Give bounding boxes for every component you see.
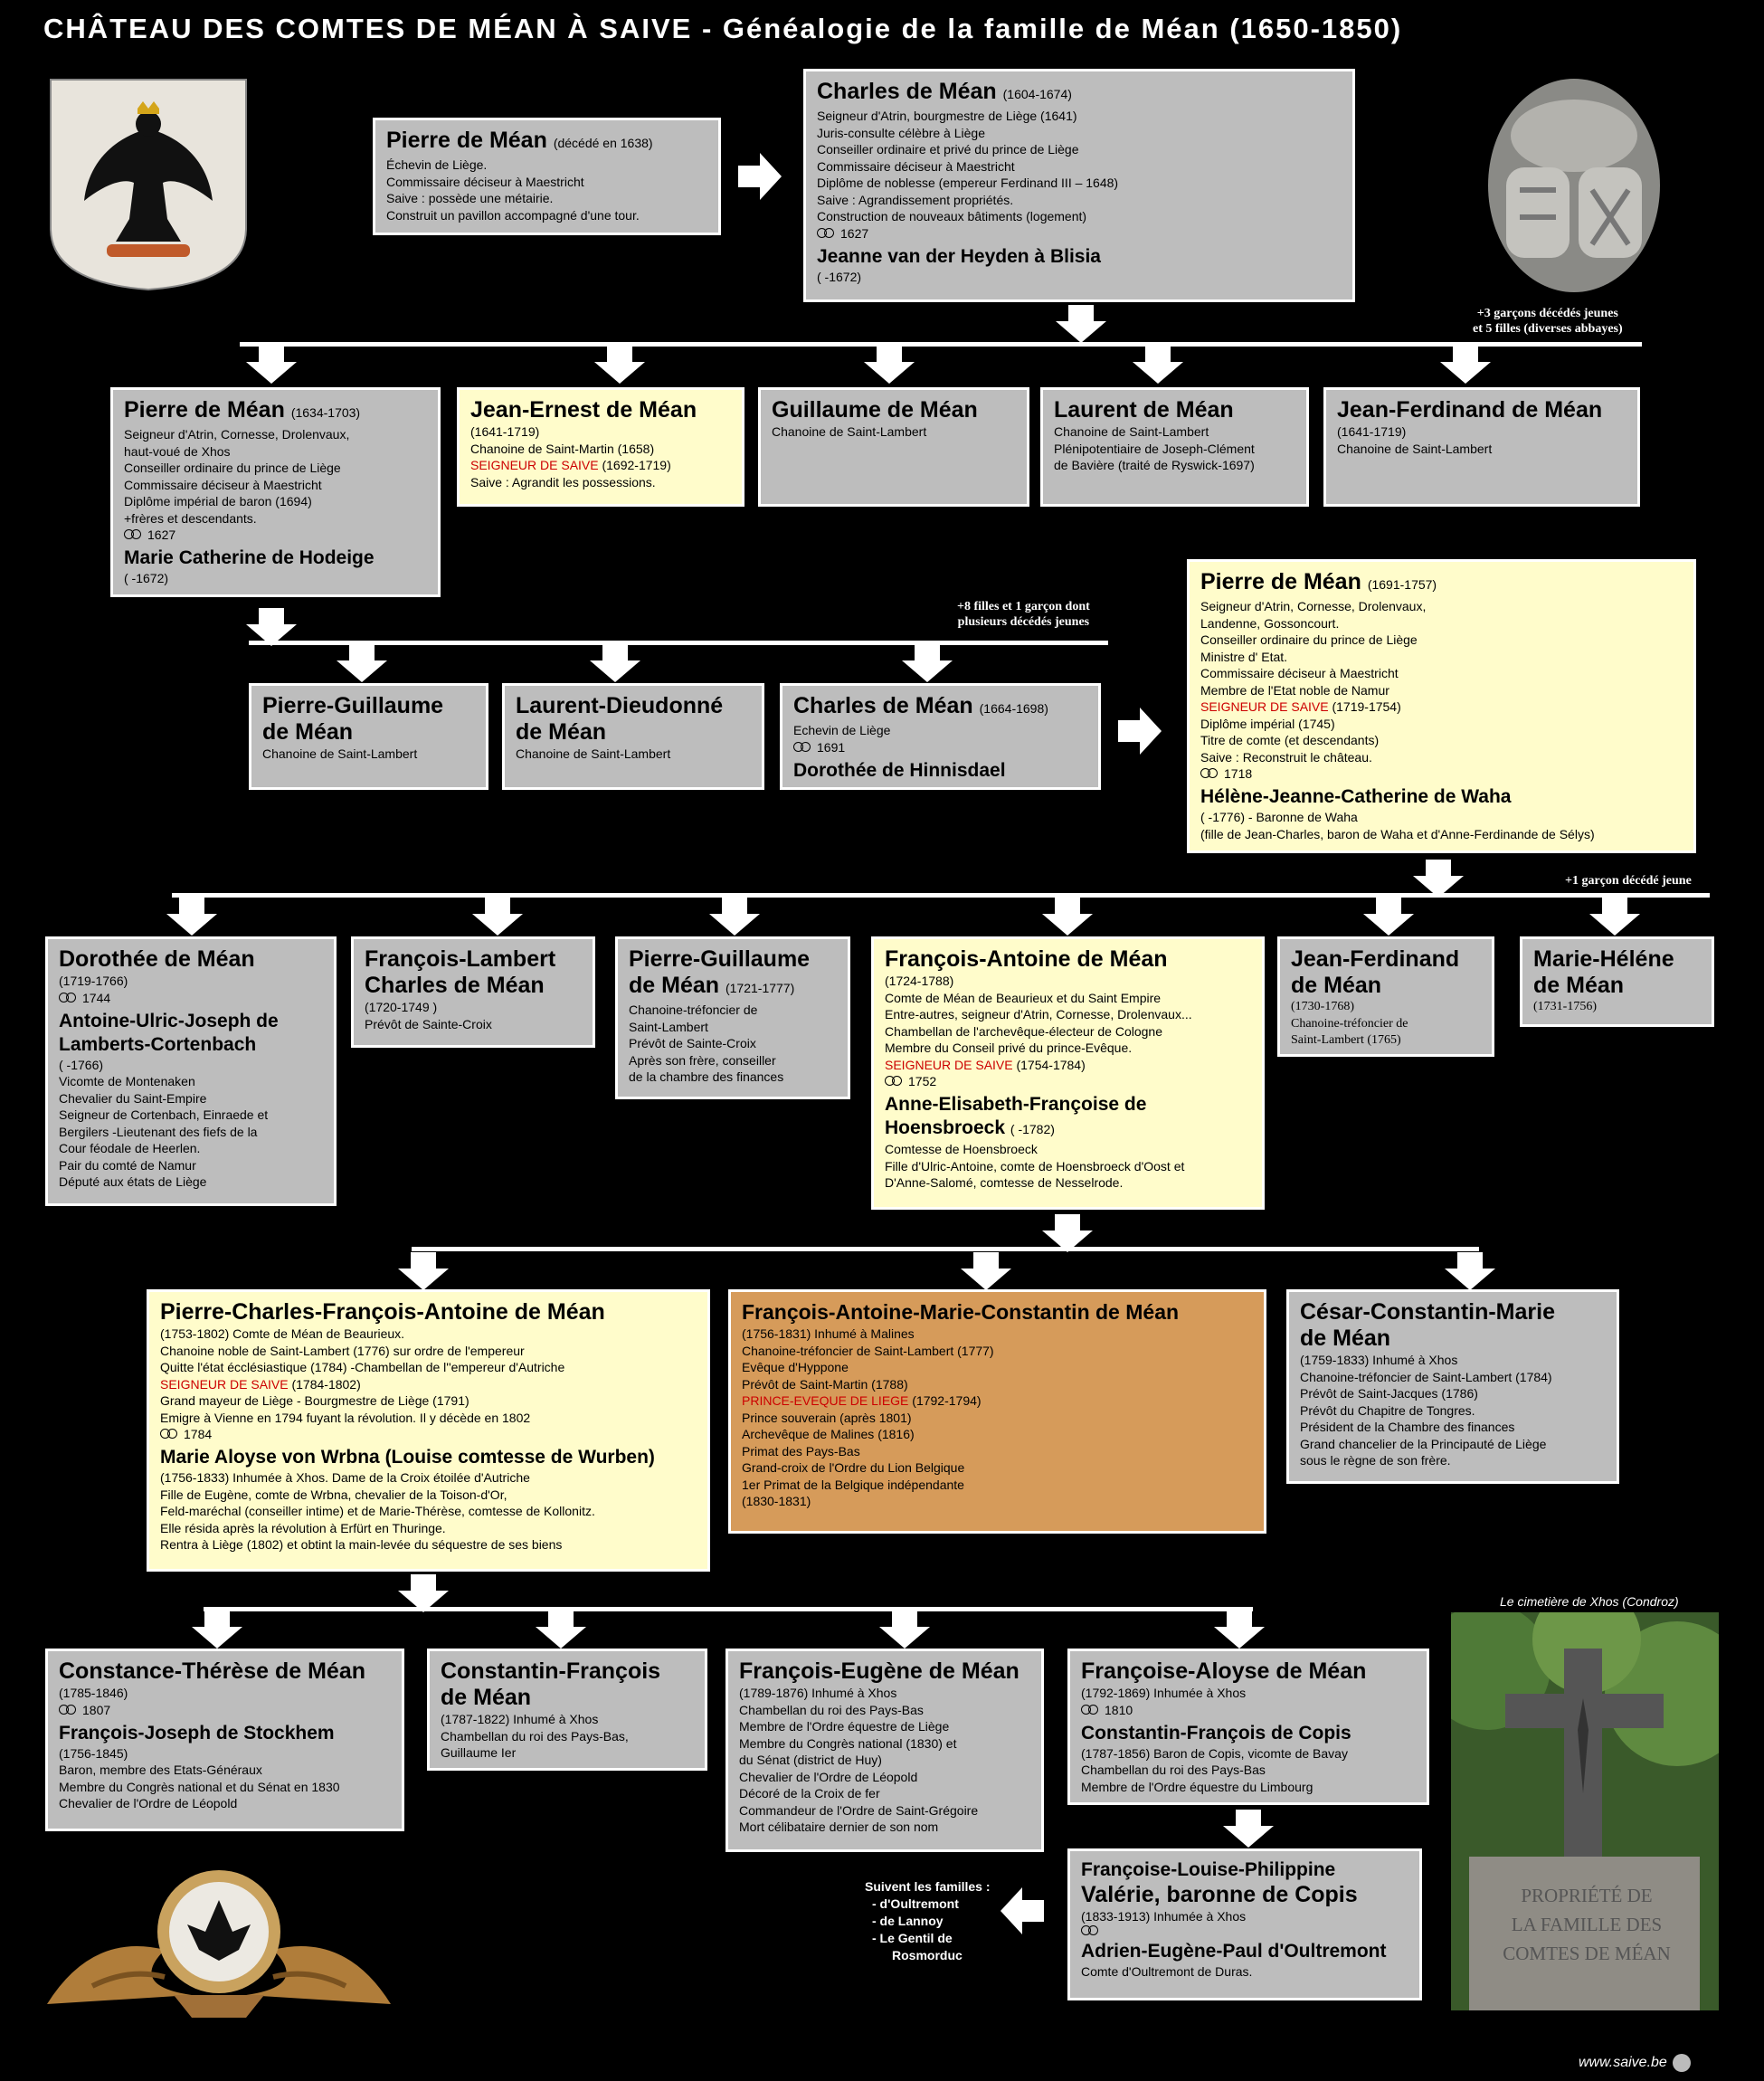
arrow-down [594, 346, 645, 384]
line: Prévôt de Sainte-Croix [365, 1016, 492, 1031]
spouse-name: Jeanne van der Heyden à Blisia [817, 245, 1101, 267]
line: Grand-croix de l'Ordre du Lion Belgique [742, 1460, 965, 1475]
arrow-down [246, 346, 297, 384]
line: Membre de l'Ordre équestre de Liège [739, 1719, 950, 1734]
spouse-name: Adrien-Eugène-Paul d'Oultremont [1081, 1940, 1387, 1962]
line: +frères et descendants. [124, 510, 257, 526]
person-marie-helene [1520, 936, 1714, 1027]
arrow-down [961, 1252, 1011, 1290]
name: Dorothée de Méan [59, 946, 255, 972]
grave-text-3: COMTES DE MÉAN [1503, 1943, 1671, 1964]
person-francois-antoine [871, 936, 1265, 1210]
line: Chanoine de Saint-Lambert [516, 746, 671, 761]
spouse-line: ( -1776) - Baronne de Waha [1200, 810, 1358, 824]
line: Prévôt de Saint-Jacques (1786) [1300, 1386, 1478, 1401]
line: Chambellan de l'archevêque-électeur de Cologne [885, 1023, 1162, 1039]
line: Quitte l'état écclésiastique (1784) -Chambellan de l''empereur d'Autriche [160, 1360, 565, 1374]
branch-line [412, 1247, 1479, 1251]
name: Pierre de Méan [1200, 569, 1361, 594]
marriage-year: 1627 [840, 225, 869, 241]
line: Chanoine de Saint-Martin (1658) [470, 441, 655, 456]
person-pierre-charles [147, 1289, 710, 1572]
line: Ministre d' Etat. [1200, 649, 1288, 664]
seigneur-dates: (1754-1784) [1016, 1057, 1086, 1072]
note-gen3-line2: plusieurs décédés jeunes [957, 615, 1090, 629]
marriage-year: 1810 [1105, 1702, 1133, 1717]
person-prince-eveque [728, 1289, 1266, 1534]
spouse-line: Elle résida après la révolution à Erfürt en Thuringe. [160, 1520, 446, 1535]
line: Chanoine de Saint-Lambert [772, 424, 927, 439]
arrow-down [1413, 860, 1464, 898]
line: Saint-Lambert [629, 1019, 708, 1034]
spouse-name-line-1: Anne-Elisabeth-Françoise de [885, 1094, 1147, 1115]
spouse-line: Fille d'Ulric-Antoine, comte de Hoensbroeck d'Oost et [885, 1158, 1185, 1174]
line: Saint-Lambert (1765) [1291, 1033, 1401, 1047]
branch-line [240, 342, 1642, 347]
line: Commissaire déciseur à Maestricht [386, 174, 584, 189]
line: Echevin de Liège [793, 723, 891, 737]
arrow-down [1056, 305, 1106, 343]
line: Chambellan du roi des Pays-Bas, [441, 1728, 629, 1744]
name: Constance-Thérèse de Méan [59, 1658, 365, 1684]
marriage-rings-icon [124, 529, 144, 540]
spouse-line: D'Anne-Salomé, comtesse de Nesselrode. [885, 1175, 1124, 1190]
person-pierre-1638 [373, 118, 721, 235]
dates: (1664-1698) [979, 701, 1048, 716]
dates: (1641-1719) [470, 424, 540, 439]
marriage-year: 1627 [147, 527, 176, 542]
line: Construction de nouveaux bâtiments (logement) [817, 209, 1087, 223]
arrow-down [1589, 898, 1640, 936]
name-line-2: de Méan [629, 973, 720, 998]
line: Construit un pavillon accompagné d'une tour. [386, 207, 640, 223]
marriage-year: 1691 [817, 739, 846, 755]
dates: (1691-1757) [1367, 577, 1437, 592]
line: Vicomte de Montenaken [59, 1074, 195, 1088]
spouse-dates: ( -1672) [124, 571, 169, 585]
line: Saive : Reconstruit le château. [1200, 749, 1372, 765]
branch-line [249, 641, 1108, 645]
line: 1er Primat de la Belgique indépendante [742, 1477, 964, 1492]
line: Titre de comte (et descendants) [1200, 733, 1380, 747]
marriage-rings-icon [817, 228, 837, 239]
arrow-down [192, 1611, 242, 1649]
line: Chanoine noble de Saint-Lambert (1776) sur ordre de l'empereur [160, 1343, 525, 1358]
arrow-down [166, 898, 217, 936]
person-constance [45, 1649, 404, 1831]
arrow-down [709, 898, 760, 936]
name-line-1: Pierre-Guillaume [629, 946, 811, 972]
cemetery-cross-image [1451, 1612, 1719, 2010]
spouse-name: François-Joseph de Stockhem [59, 1722, 335, 1744]
branch-line [204, 1607, 1253, 1611]
name: François-Eugène de Méan [739, 1658, 1020, 1684]
page-title: CHÂTEAU DES COMTES DE MÉAN À SAIVE - Généalogie de la famille de Méan (1650-1850) [43, 13, 1403, 44]
seigneur-title: SEIGNEUR DE SAIVE [885, 1057, 1013, 1072]
arrow-down [398, 1252, 449, 1290]
person-francoise-louise [1067, 1848, 1422, 2000]
spouse-line: Feld-maréchal (conseiller intime) et de Marie-Thérèse, comtesse de Kollonitz. [160, 1504, 595, 1518]
arrow-right [738, 153, 782, 200]
seigneur-dates: (1692-1719) [602, 458, 671, 472]
line: Membre du Conseil privé du prince-Evêque. [885, 1040, 1133, 1055]
line: Chanoine de Saint-Lambert [1337, 441, 1493, 456]
note-gen2-line2: et 5 filles (diverses abbayes) [1473, 322, 1623, 336]
line: haut-voué de Xhos [124, 443, 231, 459]
name-line-1: Marie-Héléne [1533, 946, 1674, 972]
line: (1830-1831) [742, 1494, 811, 1508]
arrow-down [1042, 898, 1093, 936]
marriage-rings-icon [1081, 1705, 1101, 1715]
grave-text-2: LA FAMILLE DES [1511, 1914, 1663, 1935]
name: François-Lambert Charles de Méan [365, 946, 556, 998]
line: Commandeur de l'Ordre de Saint-Grégoire [739, 1802, 979, 1818]
marriage-rings-icon [160, 1429, 180, 1440]
person-francoise-aloyse [1067, 1649, 1429, 1805]
spouse-line: Membre de l'Ordre équestre du Limbourg [1081, 1779, 1314, 1794]
line: Membre du Congrès national et du Sénat en 1830 [59, 1779, 340, 1794]
family-item: - de Lannoy [872, 1914, 944, 1928]
line: Grand chancelier de la Principauté de Liège [1300, 1436, 1547, 1451]
line: Saive : possède une métairie. [386, 191, 554, 205]
arrow-down [1440, 346, 1491, 384]
spouse-dates: (1756-1845) [59, 1745, 128, 1761]
branch-line [172, 893, 1710, 898]
name-line-2: de Méan [516, 719, 607, 745]
name-line-2: de Méan [441, 1685, 532, 1710]
line: Cour féodale de Heerlen. [59, 1141, 201, 1155]
line: Conseiller ordinaire du prince de Liège [124, 461, 341, 475]
family-item: Rosmorduc [892, 1948, 963, 1962]
line: Seigneur d'Atrin, Cornesse, Drolenvaux, [124, 427, 350, 442]
prince-dates: (1792-1794) [912, 1393, 982, 1408]
line: Entre-autres, seigneur d'Atrin, Cornesse, Drolenvaux... [885, 1007, 1192, 1021]
marriage-rings-icon [1081, 1925, 1101, 1936]
dates: (1634-1703) [290, 405, 361, 420]
line: (1787-1822) Inhumé à Xhos [441, 1712, 599, 1726]
line: du Sénat (district de Huy) [739, 1753, 882, 1767]
line: Chanoine de Saint-Lambert [1054, 424, 1209, 439]
arrow-down [864, 346, 915, 384]
line: Après son frère, conseiller [629, 1052, 776, 1068]
stone-arms-image [1484, 72, 1664, 299]
line: Mort célibataire dernier de son nom [739, 1820, 939, 1834]
spouse-line: Rentra à Liège (1802) et obtint la main-levée du séquestre de ses biens [160, 1537, 563, 1552]
line: Diplôme de noblesse (empereur Ferdinand III – 1648) [817, 176, 1119, 190]
arrow-left [1001, 1887, 1044, 1934]
name: François-Antoine de Méan [885, 946, 1168, 972]
line: Saive : Agrandit les possessions. [470, 474, 656, 489]
person-charles-1664 [780, 683, 1101, 790]
dates: (1724-1788) [885, 974, 954, 988]
person-constantin-francois [427, 1649, 707, 1771]
person-jean-ernest [457, 387, 744, 507]
name-line-1: Constantin-François [441, 1658, 661, 1684]
line: (1641-1719) [1337, 424, 1407, 439]
line: Seigneur de Cortenbach, Einraede et [59, 1107, 269, 1122]
site-logo-icon [1673, 2054, 1691, 2072]
dates: (1604-1674) [1002, 87, 1072, 101]
seigneur-dates: (1784-1802) [291, 1376, 361, 1392]
line: Membre du Congrès national (1830) et [739, 1735, 957, 1751]
line: Chanoine-tréfoncier de Saint-Lambert (1777) [742, 1343, 994, 1358]
dates: (décédé en 1638) [553, 136, 653, 150]
website-text: www.saive.be [1579, 2055, 1667, 2070]
person-pierre-guillaume-1 [249, 683, 488, 790]
spouse-dates: ( -1766) [59, 1057, 104, 1072]
name-line-2: Valérie, baronne de Copis [1081, 1882, 1358, 1907]
arrow-down [1214, 1611, 1265, 1649]
person-guillaume [758, 387, 1029, 507]
seigneur-title: SEIGNEUR DE SAIVE [1200, 699, 1329, 714]
name: Charles de Méan [817, 79, 997, 104]
line: Chambellan du roi des Pays-Bas [739, 1702, 924, 1717]
line: (1753-1802) Comte de Méan de Beaurieux. [160, 1326, 405, 1341]
line: Député aux états de Liège [59, 1174, 207, 1189]
following-families-intro: Suivent les familles : [865, 1879, 991, 1894]
line: Diplôme impérial (1745) [1200, 716, 1335, 731]
line: sous le règne de son frère. [1300, 1453, 1451, 1468]
line: Prince souverain (après 1801) [742, 1410, 912, 1425]
line: Archevêque de Malines (1816) [742, 1427, 915, 1441]
seigneur-title: SEIGNEUR DE SAIVE [470, 458, 599, 472]
arrow-down [1042, 1214, 1093, 1252]
line: Conseiller ordinaire du prince de Liège [1200, 632, 1418, 647]
spouse-name: Marie Aloyse von Wrbna (Louise comtesse de Wurben) [160, 1447, 655, 1468]
name: François-Antoine-Marie-Constantin de Méan [742, 1300, 1180, 1324]
line: Seigneur d'Atrin, bourgmestre de Liège (1641) [817, 109, 1077, 123]
name-line-2: de Méan [1533, 973, 1625, 998]
seigneur-dates: (1719-1754) [1332, 699, 1401, 714]
person-charles-1604 [803, 69, 1355, 302]
seigneur-title: SEIGNEUR DE SAIVE [160, 1376, 289, 1392]
website-link[interactable] [1579, 2054, 1691, 2072]
line: Décoré de la Croix de fer [739, 1786, 880, 1801]
line: Membre de l'Etat noble de Namur [1200, 682, 1389, 698]
person-pierre-guillaume-2 [615, 936, 850, 1099]
arrow-down [1445, 1252, 1495, 1290]
spouse-dates: ( -1672) [817, 269, 862, 284]
line: Bergilers -Lieutenant des fiefs de la [59, 1124, 258, 1139]
name-line-2: de Méan [1300, 1326, 1391, 1351]
line: (1756-1831) Inhumé à Malines [742, 1326, 915, 1341]
spouse-name: Marie Catherine de Hodeige [124, 547, 375, 568]
dates: (1719-1766) [59, 974, 128, 988]
marriage-rings-icon [59, 993, 79, 1003]
arrow-down [902, 644, 953, 682]
family-item: - Le Gentil de [872, 1931, 953, 1945]
name: Pierre de Méan [386, 128, 547, 153]
line: Chevalier du Saint-Empire [59, 1090, 207, 1106]
arrow-down [590, 644, 640, 682]
marriage-year: 1744 [82, 990, 111, 1005]
family-item: - d'Oultremont [872, 1896, 959, 1911]
person-francois-lambert [351, 936, 595, 1048]
spouse-line: Chambellan du roi des Pays-Bas [1081, 1763, 1266, 1777]
marriage-rings-icon [793, 742, 813, 753]
line: Saive : Agrandissement propriétés. [817, 192, 1014, 207]
person-jean-ferdinand-1730 [1277, 936, 1494, 1057]
name: Charles de Méan [793, 693, 973, 718]
ornament-image [38, 1850, 400, 2022]
arrow-down [337, 644, 387, 682]
line: (1789-1876) Inhumé à Xhos [739, 1686, 897, 1700]
person-jean-ferdinand-1641 [1323, 387, 1640, 507]
line: Emigre à Vienne en 1794 fuyant la révolution. Il y décède en 1802 [160, 1410, 531, 1425]
line: Comte de Méan de Beaurieux et du Saint Empire [885, 990, 1162, 1005]
person-pierre-1691 [1187, 559, 1696, 853]
name-line-2: de Méan [1291, 973, 1382, 998]
person-pierre-1634 [110, 387, 441, 597]
name: Jean-Ferdinand de Méan [1337, 397, 1603, 423]
line: Baron, membre des Etats-Généraux [59, 1763, 262, 1777]
spouse-line: (1756-1833) Inhumée à Xhos. Dame de la Croix étoilée d'Autriche [160, 1470, 530, 1485]
line: Conseiller ordinaire et privé du prince de Liège [817, 142, 1079, 157]
line: Chevalier de l'Ordre de Léopold [739, 1769, 918, 1784]
prince-title: PRINCE-EVEQUE DE LIEGE [742, 1393, 909, 1408]
line: Chanoine de Saint-Lambert [262, 746, 418, 761]
arrow-down [536, 1611, 586, 1649]
spouse-line: Comte d'Oultremont de Duras. [1081, 1963, 1253, 1979]
spouse-name: Constantin-François de Copis [1081, 1722, 1351, 1744]
spouse-line: Comtesse de Hoensbroeck [885, 1142, 1038, 1156]
arrow-down [398, 1574, 449, 1612]
marriage-rings-icon [885, 1076, 905, 1087]
marriage-year: 1784 [184, 1427, 213, 1441]
line: Prévôt de Sainte-Croix [629, 1036, 756, 1050]
name-line-2: de Méan [262, 719, 354, 745]
name: Pierre-Charles-François-Antoine de Méan [160, 1299, 605, 1325]
spouse-name-line-2: Hoensbroeck [885, 1117, 1006, 1138]
line: (1731-1756) [1533, 1000, 1597, 1013]
line: (1720-1749 ) [365, 1000, 438, 1014]
person-dorothee [45, 936, 337, 1206]
following-families [865, 1878, 991, 1964]
line: Chevalier de l'Ordre de Léopold [59, 1796, 238, 1810]
line: Landenne, Gossoncourt. [1200, 615, 1340, 631]
line: (1730-1768) [1291, 1000, 1354, 1013]
arrow-down [1133, 346, 1183, 384]
line: Chanoine-tréfoncier de [1291, 1016, 1408, 1031]
name: Françoise-Aloyse de Méan [1081, 1658, 1367, 1684]
note-gen2-line1: +3 garçons décédés jeunes [1476, 307, 1618, 320]
person-francois-eugene [726, 1649, 1044, 1852]
line: Prévôt de Saint-Martin (1788) [742, 1376, 908, 1392]
name: Jean-Ernest de Méan [470, 397, 697, 423]
note-gen4: +1 garçon décédé jeune [1565, 874, 1692, 888]
line: Grand mayeur de Liège - Bourgmestre de Liège (1791) [160, 1393, 469, 1408]
grave-text-1: PROPRIÉTÉ DE [1521, 1885, 1653, 1906]
line: Échevin de Liège. [386, 157, 488, 172]
dates: (1833-1913) Inhumée à Xhos [1081, 1909, 1247, 1924]
line: Commissaire déciseur à Maestricht [124, 477, 322, 492]
person-laurent [1040, 387, 1309, 507]
line: (1759-1833) Inhumé à Xhos [1300, 1353, 1458, 1367]
line: de la chambre des finances [629, 1069, 784, 1084]
spouse-line: Fille de Eugène, comte de Wrbna, chevalier de la Toison-d'Or, [160, 1487, 507, 1502]
marriage-rings-icon [59, 1705, 79, 1715]
arrow-down [472, 898, 523, 936]
spouse-name: Hélène-Jeanne-Catherine de Waha [1200, 786, 1512, 807]
photo-caption: Le cimetière de Xhos (Condroz) [1500, 1594, 1679, 1609]
arrow-down [246, 608, 297, 646]
name-line-1: César-Constantin-Marie [1300, 1299, 1555, 1325]
line: Guillaume Ier [441, 1745, 517, 1760]
arrow-down [1363, 898, 1414, 936]
name-line-1: Jean-Ferdinand [1291, 946, 1460, 972]
line: Juris-consulte célèbre à Liège [817, 125, 985, 140]
line: Commissaire déciseur à Maestricht [1200, 666, 1399, 680]
line: Plénipotentiaire de Joseph-Clément [1054, 441, 1255, 456]
line: Evêque d'Hyppone [742, 1360, 849, 1374]
name: Laurent de Méan [1054, 397, 1234, 423]
arrow-right [1118, 708, 1162, 755]
spouse-line: (1787-1856) Baron de Copis, vicomte de Bavay [1081, 1745, 1348, 1761]
note-gen2 [1473, 306, 1623, 337]
line: Primat des Pays-Bas [742, 1443, 860, 1459]
dates: (1721-1777) [725, 981, 795, 995]
dates: (1792-1869) Inhumée à Xhos [1081, 1686, 1247, 1700]
marriage-year: 1718 [1224, 766, 1253, 781]
line: Président de la Chambre des finances [1300, 1420, 1515, 1434]
marriage-year: 1752 [908, 1074, 937, 1088]
name-line-1: Pierre-Guillaume [262, 693, 444, 718]
note-gen3-line1: +8 filles et 1 garçon dont [957, 600, 1090, 613]
person-laurent-dieudonne [502, 683, 764, 790]
spouse-name: Antoine-Ulric-Joseph de Lamberts-Cortenbach [59, 1010, 279, 1055]
dates: (1785-1846) [59, 1686, 128, 1700]
person-cesar [1286, 1289, 1619, 1484]
line: Chanoine-tréfoncier de [629, 1002, 758, 1017]
line: Prévôt du Chapitre de Tongres. [1300, 1402, 1475, 1418]
name: Pierre de Méan [124, 397, 285, 423]
marriage-year: 1807 [82, 1702, 111, 1717]
line: Seigneur d'Atrin, Cornesse, Drolenvaux, [1200, 599, 1427, 613]
line: Diplôme impérial de baron (1694) [124, 494, 312, 508]
line: Pair du comté de Namur [59, 1157, 196, 1173]
name-line-1: Laurent-Dieudonné [516, 693, 724, 718]
line: Chanoine-tréfoncier de Saint-Lambert (1784) [1300, 1369, 1552, 1384]
line: de Bavière (traité de Ryswick-1697) [1054, 458, 1255, 472]
line: Commissaire déciseur à Maestricht [817, 158, 1015, 174]
coat-of-arms-image [43, 74, 253, 291]
name: Guillaume de Méan [772, 397, 978, 423]
note-gen3 [957, 599, 1090, 630]
name-line-1: Françoise-Louise-Philippine [1081, 1859, 1336, 1880]
spouse-name: Dorothée de Hinnisdael [793, 759, 1006, 781]
spouse-line: (fille de Jean-Charles, baron de Waha et d'Anne-Ferdinande de Sélys) [1200, 826, 1595, 841]
spouse-dates: ( -1782) [1010, 1122, 1055, 1136]
arrow-down [879, 1611, 930, 1649]
arrow-down [1223, 1810, 1274, 1848]
marriage-rings-icon [1200, 768, 1220, 779]
